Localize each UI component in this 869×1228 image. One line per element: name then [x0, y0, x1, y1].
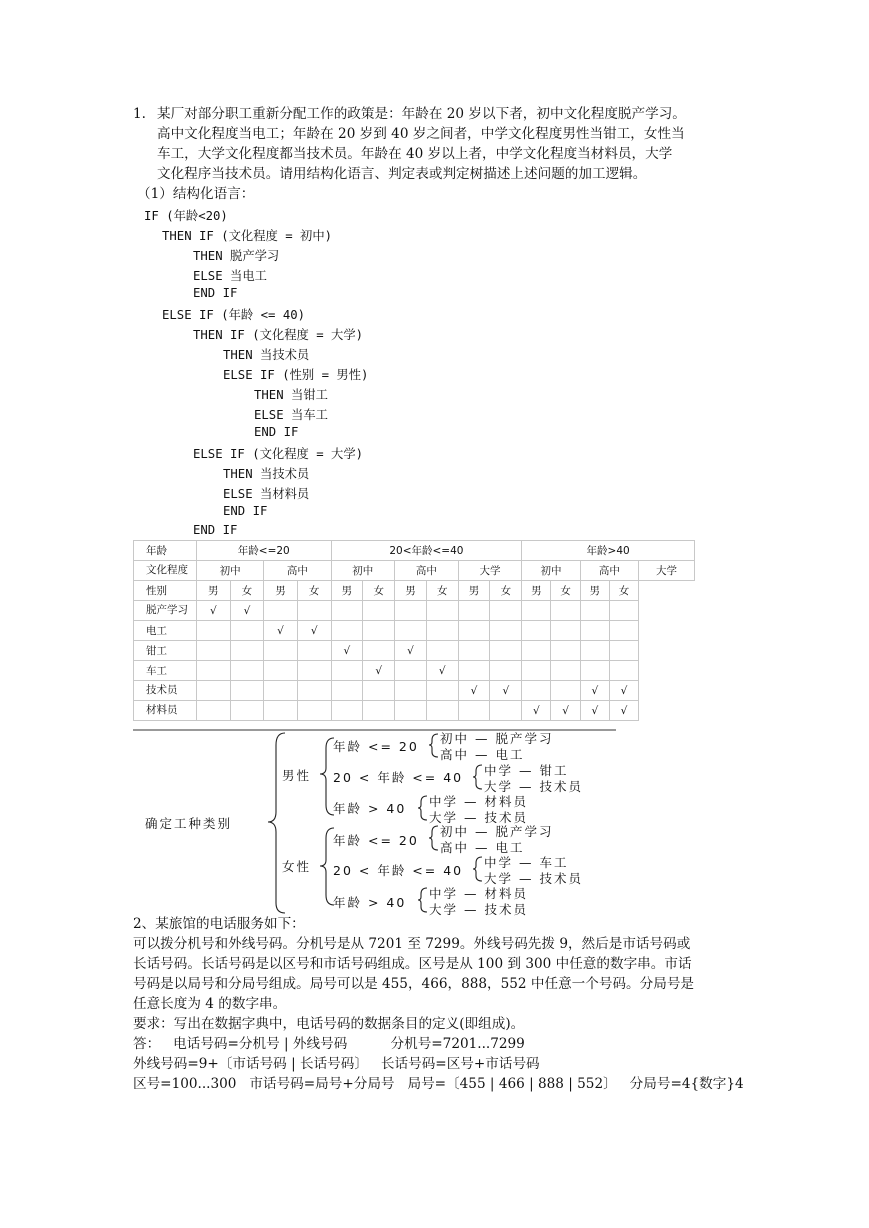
age-label: 年龄 [134, 541, 197, 561]
q2-requirement: 要求：写出在数据字典中，电话号码的数据条目的定义(即组成)。 [133, 1016, 525, 1032]
tree-female: 女性 [282, 859, 312, 874]
tree-leaf: 中学 — 材料员 [429, 794, 528, 809]
check-cell: √ [580, 701, 609, 721]
q2-heading: 2、某旅馆的电话服务如下： [133, 916, 305, 932]
tree-cond: 年龄 > 40 [333, 895, 407, 910]
q1-line-2: 高中文化程度当电工；年龄在 20 岁到 40 岁之间者，中学文化程度男性当钳工，女性当 [157, 126, 685, 142]
tree-leaf: 初中 — 脱产学习 [440, 731, 554, 746]
q2-line-1: 可以拨分机号和外线号码。分机号是从 7201 至 7299。外线号码先拨 9，然后是市话号码或 [133, 936, 691, 952]
q2-line-4: 任意长度为 4 的数字串。 [133, 996, 287, 1012]
check-cell: √ [458, 681, 490, 701]
q1-line-4: 文化程序当技术员。请用结构化语言、判定表或判定树描述上述问题的加工逻辑。 [157, 166, 647, 182]
q1-line-1: 某厂对部分职工重新分配工作的政策是：年龄在 20 岁以下者，初中文化程度脱产学习。 [157, 106, 686, 122]
tree-leaf: 大学 — 技术员 [429, 810, 528, 825]
code-line-14: THEN 当技术员 [223, 467, 310, 481]
action-label: 脱产学习 [134, 601, 197, 621]
tree-leaf: 中学 — 车工 [484, 855, 569, 870]
action-label: 技术员 [134, 681, 197, 701]
root-brace [268, 733, 285, 913]
check-cell: √ [264, 621, 298, 641]
code-line-16: END IF [223, 504, 268, 518]
leaf-brace [473, 765, 482, 789]
leaf-brace [429, 734, 438, 757]
q1-line-3: 车工，大学文化程度都当技术员。年龄在 40 岁以上者，中学文化程度当材料员，大学 [157, 146, 673, 162]
code-line-9: ELSE IF (性别 = 男性) [223, 368, 369, 382]
code-line-3: THEN 脱产学习 [193, 249, 280, 263]
q2-line-3: 号码是以局号和分局号组成。局号可以是 455，466，888，552 中任意一个号码。分局号是 [133, 976, 695, 992]
q2-answer-1: 答： 电话号码=分机号 | 外线号码 分机号=7201...7299 [133, 1036, 525, 1052]
q1-number: 1. [133, 106, 146, 122]
tree-leaf: 高中 — 电工 [440, 747, 525, 762]
check-cell: √ [522, 701, 551, 721]
gender-cell: 女 [551, 581, 580, 601]
gender-label: 性别 [134, 581, 197, 601]
male-brace [320, 738, 334, 815]
check-cell: √ [395, 641, 427, 661]
check-cell: √ [426, 661, 458, 681]
gender-cell: 女 [230, 581, 264, 601]
check-cell: √ [490, 681, 522, 701]
tree-leaf: 中学 — 材料员 [429, 886, 528, 901]
code-line-7: THEN IF (文化程度 = 大学) [193, 328, 364, 342]
code-line-12: END IF [254, 425, 299, 439]
code-line-4: ELSE 当电工 [193, 269, 267, 283]
code-line-13: ELSE IF (文化程度 = 大学) [193, 447, 364, 461]
edu-cell: 高中 [264, 561, 331, 581]
age-group: 年龄<=20 [197, 541, 332, 561]
code-line-1: IF (年龄<20) [144, 209, 228, 223]
action-label: 车工 [134, 661, 197, 681]
check-cell: √ [297, 621, 331, 641]
code-line-6: ELSE IF (年龄 <= 40) [162, 308, 306, 322]
gender-cell: 女 [297, 581, 331, 601]
tree-male: 男性 [282, 768, 312, 783]
gender-cell: 男 [395, 581, 427, 601]
leaf-brace [473, 857, 482, 881]
tree-cond: 20 < 年龄 <= 40 [333, 770, 464, 785]
tree-leaf: 大学 — 技术员 [484, 871, 583, 886]
code-line-11: ELSE 当车工 [254, 408, 328, 422]
age-group: 年龄>40 [522, 541, 695, 561]
check-cell: √ [551, 701, 580, 721]
check-cell: √ [580, 681, 609, 701]
edu-cell: 初中 [331, 561, 395, 581]
action-label: 材料员 [134, 701, 197, 721]
leaf-brace [418, 796, 427, 820]
gender-cell: 女 [609, 581, 638, 601]
edu-cell: 高中 [580, 561, 638, 581]
tree-root: 确定工种类别 [145, 816, 233, 831]
edu-cell: 大学 [458, 561, 522, 581]
q1-sub-heading: （1）结构化语言： [137, 186, 255, 202]
gender-cell: 男 [197, 581, 231, 601]
code-line-8: THEN 当技术员 [223, 348, 310, 362]
gender-cell: 女 [426, 581, 458, 601]
edu-label: 文化程度 [134, 561, 197, 581]
leaf-brace [429, 826, 438, 850]
code-line-17: END IF [193, 523, 238, 537]
gender-cell: 女 [363, 581, 395, 601]
check-cell: √ [609, 681, 638, 701]
code-line-10: THEN 当钳工 [254, 388, 328, 402]
code-line-5: END IF [193, 286, 238, 300]
tree-leaf: 高中 — 电工 [440, 840, 525, 855]
q2-answer-3: 区号=100...300 市话号码=局号+分局号 局号=〔455 | 466 | 888 | 552〕 分局号=4{数字}4 [133, 1076, 744, 1092]
edu-cell: 大学 [639, 561, 695, 581]
tree-cond: 年龄 > 40 [333, 801, 407, 816]
tree-leaf: 初中 — 脱产学习 [440, 824, 554, 839]
gender-cell: 男 [458, 581, 490, 601]
tree-cond: 20 < 年龄 <= 40 [333, 863, 464, 878]
action-label: 钳工 [134, 641, 197, 661]
edu-cell: 初中 [522, 561, 580, 581]
gender-cell: 男 [264, 581, 298, 601]
tree-leaf: 大学 — 技术员 [429, 902, 528, 917]
check-cell: √ [363, 661, 395, 681]
check-cell: √ [609, 701, 638, 721]
gender-cell: 男 [331, 581, 363, 601]
leaf-brace [418, 888, 427, 912]
gender-cell: 男 [580, 581, 609, 601]
code-line-2: THEN IF (文化程度 = 初中) [162, 229, 333, 243]
code-line-15: ELSE 当材料员 [223, 487, 310, 501]
q2-answer-2: 外线号码=9+〔市话号码 | 长话号码〕 长话号码=区号+市话号码 [133, 1056, 540, 1072]
tree-cond: 年龄 <= 20 [333, 833, 419, 848]
action-label: 电工 [134, 621, 197, 641]
q2-line-2: 长话号码。长话号码是以区号和市话号码组成。区号是从 100 到 300 中任意的数字串。市话 [133, 956, 692, 972]
check-cell: √ [197, 601, 231, 621]
edu-cell: 初中 [197, 561, 264, 581]
tree-cond: 年龄 <= 20 [333, 739, 419, 754]
gender-cell: 女 [490, 581, 522, 601]
check-cell: √ [331, 641, 363, 661]
gender-cell: 男 [522, 581, 551, 601]
edu-cell: 高中 [395, 561, 459, 581]
tree-leaf: 中学 — 钳工 [484, 763, 569, 778]
tree-leaf: 大学 — 技术员 [484, 779, 583, 794]
check-cell: √ [230, 601, 264, 621]
age-group: 20<年龄<=40 [331, 541, 522, 561]
female-brace [320, 828, 334, 905]
